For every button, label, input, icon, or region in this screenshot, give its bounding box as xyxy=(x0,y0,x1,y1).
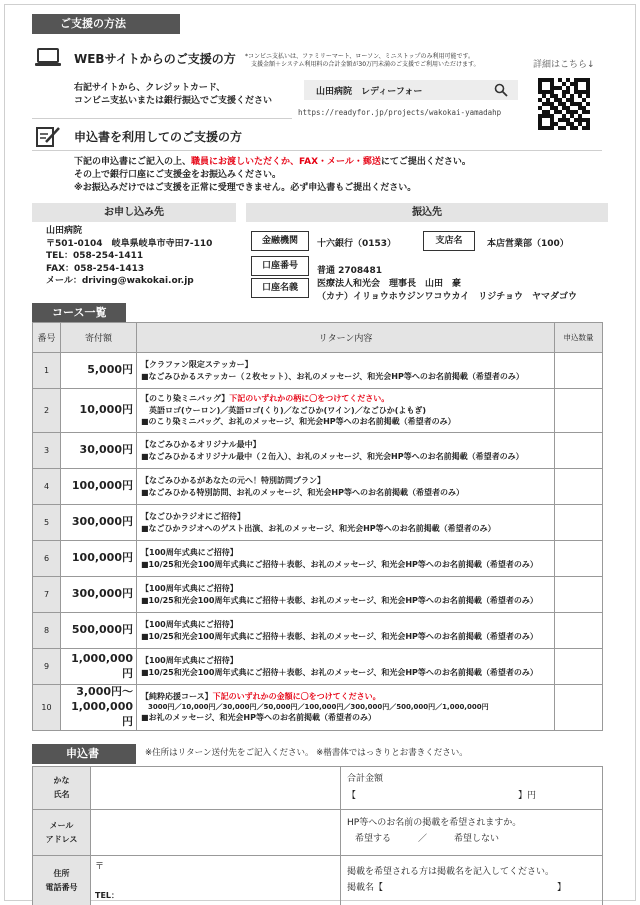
course-rows xyxy=(33,353,603,685)
course-amount: 300,000円 xyxy=(61,577,137,613)
transfer-heading: 振込先 xyxy=(246,203,608,222)
course-return-line2: ■なごみひかるオリジナル最中（２缶入）、お礼のメッセージ、和光会HP等へのお名前掲載（希望者のみ） xyxy=(141,451,524,461)
course-return xyxy=(137,389,555,433)
bank-value: 十六銀行（0153） xyxy=(317,239,397,249)
col-no-header: 番号 xyxy=(33,323,61,353)
display-name-cell[interactable] xyxy=(341,856,603,905)
section-header-title: ご支援の方法 xyxy=(60,17,126,30)
web-desc-line2: コンビニ支払いまたは銀行振込でご支援ください xyxy=(74,96,273,106)
course-row xyxy=(33,649,603,685)
course-return-title: 【純粋応援コース】下記のいずれかの金額に〇をつけてください。 xyxy=(141,691,381,701)
mail-label-2: アドレス xyxy=(45,834,78,844)
course-no: 8 xyxy=(33,613,61,649)
course-return-title: 【100周年式典にご招待】 xyxy=(141,547,238,557)
course-qty-cell[interactable] xyxy=(555,433,603,469)
tel-mark: TEL： xyxy=(95,891,120,900)
course-return-title: 【100周年式典にご招待】 xyxy=(141,583,238,593)
course-list-heading-text: コース一覧 xyxy=(52,306,107,319)
web-section-title: WEBサイトからのご支援の方 xyxy=(74,52,236,66)
course-list-heading xyxy=(32,303,126,322)
course-return-line2: ■10/25和光会100周年式典にご招待＋表彰、お礼のメッセージ、和光会HP等へのお名前掲載（希望者のみ） xyxy=(141,559,538,569)
course-return-title: 【なごみひかるがあなたの元へ！特別訪問プラン】 xyxy=(141,475,325,485)
course-amount: 30,000円 xyxy=(61,433,137,469)
qr-code[interactable] xyxy=(538,78,590,130)
web-desc-line1: 右記サイトから、クレジットカード、 xyxy=(74,83,226,93)
course-qty-cell[interactable] xyxy=(555,613,603,649)
course-qty-cell[interactable] xyxy=(555,469,603,505)
course-return-line2: ■なごみひかるステッカー（２枚セット）、お礼のメッセージ、和光会HP等へのお名前掲載（希望者のみ） xyxy=(141,371,524,381)
course-return-line2: 3000円／10,000円／30,000円／50,000円／100,000円／300,000円／500,000円／1,000,000円 xyxy=(141,703,489,712)
course-row xyxy=(33,613,603,649)
col-qty-header: 申込数量 xyxy=(555,323,603,353)
form-row-name xyxy=(33,767,603,810)
paper-line1: 下記の申込書にご記入の上、職員にお渡しいただくか、FAX・メール・郵送にてご提出ください。 xyxy=(74,157,471,167)
web-note-line2: 支援金額＋システム利用料の合計金額が30万円未満のご支援でご利用いただけます。 xyxy=(251,61,480,68)
name-label: 氏名 xyxy=(53,790,70,799)
course-row xyxy=(33,433,603,469)
holder-value xyxy=(317,278,577,304)
course-return-line3: ■のこり染ミニバッグ、お礼のメッセージ、和光会HP等へのお名前掲載（希望者のみ） xyxy=(141,417,456,427)
form-heading-text: 申込書 xyxy=(66,747,99,760)
course-row xyxy=(33,541,603,577)
web-note xyxy=(245,53,480,69)
apply-to-heading: お申し込み先 xyxy=(32,203,236,222)
course-amount: 100,000円 xyxy=(61,469,137,505)
course-return xyxy=(137,541,555,577)
search-icon xyxy=(494,83,508,100)
mail-input[interactable] xyxy=(91,810,341,856)
course-return-title: 【100周年式典にご招待】 xyxy=(141,619,238,629)
course-qty-cell[interactable] xyxy=(555,505,603,541)
course-amount: 500,000円 xyxy=(61,613,137,649)
paper-instructions xyxy=(74,156,471,195)
course-no: 5 xyxy=(33,505,61,541)
course-row-10 xyxy=(33,685,603,731)
apply-to-details xyxy=(46,225,212,288)
course-return-line3: ■お礼のメッセージ、和光会HP等へのお名前掲載（希望者のみ） xyxy=(141,713,376,723)
course-table xyxy=(32,322,603,731)
form-heading xyxy=(32,744,136,764)
course-row xyxy=(33,389,603,433)
course-return xyxy=(137,353,555,389)
search-query: 山田病院 レディーフォー xyxy=(316,87,423,97)
web-description xyxy=(74,82,272,108)
course-return-title: 【のこり染ミニバッグ】下記のいずれかの柄に〇をつけてください。 xyxy=(141,394,390,404)
course-return-line2: ■10/25和光会100周年式典にご招待＋表彰、お礼のメッセージ、和光会HP等へのお名前掲載（希望者のみ） xyxy=(141,631,538,641)
course-qty-cell[interactable] xyxy=(555,389,603,433)
paper-section-title: 申込書を利用してのご支援の方 xyxy=(74,130,243,144)
paper-line2: その上で銀行口座にご支援金をお振込みください。 xyxy=(74,170,282,180)
course-return-title: 【100周年式典にご招待】 xyxy=(141,655,238,665)
course-no: 3 xyxy=(33,433,61,469)
paper-line3: ※お振込みだけではご支援を正常に受理できません。必ず申込書もご提出ください。 xyxy=(74,183,417,193)
course-row xyxy=(33,353,603,389)
course-row xyxy=(33,577,603,613)
course-amount: 1,000,000円 xyxy=(61,649,137,685)
course-return-line2: ■なごみひかる特別訪問、お礼のメッセージ、和光会HP等へのお名前掲載（希望者のみ） xyxy=(141,487,464,497)
hospital-address: 〒501-0104 岐阜県岐阜市寺田7-110 xyxy=(46,238,213,249)
course-amount: 300,000円 xyxy=(61,505,137,541)
branch-value: 本店営業部（100） xyxy=(487,239,569,249)
course-no: 4 xyxy=(33,469,61,505)
search-box[interactable] xyxy=(304,80,518,100)
course-qty-cell[interactable] xyxy=(555,685,603,731)
address-input[interactable] xyxy=(91,856,341,905)
account-label: 口座番号 xyxy=(251,256,309,276)
course-amount xyxy=(61,685,137,731)
web-note-line1: *コンビニ支払いは、ファミリーマート、ローソン、ミニストップのみ利用可能です。 xyxy=(245,53,474,60)
course-qty-cell[interactable] xyxy=(555,649,603,685)
holder-value-line1: 医療法人和光会 理事長 山田 豪 xyxy=(317,279,462,289)
hospital-mail[interactable]: メール：driving@wakokai.or.jp xyxy=(46,276,194,286)
mail-label-1: メール xyxy=(49,820,74,830)
form-note: ※住所はリターン送付先をご記入ください。 ※楷書体ではっきりとお書きください。 xyxy=(145,748,468,758)
course-return-line2: ■10/25和光会100周年式典にご招待＋表彰、お礼のメッセージ、和光会HP等へのお名前掲載（希望者のみ） xyxy=(141,667,538,677)
course-return xyxy=(137,613,555,649)
web-divider xyxy=(32,118,292,119)
course-qty-cell[interactable] xyxy=(555,353,603,389)
hp-options[interactable]: 希望する ／ 希望しない xyxy=(355,834,500,844)
holder-value-line2: （カナ）イリョウホウジンワコウカイ リジチョウ ヤマダゴウ xyxy=(317,292,577,302)
course-no: 1 xyxy=(33,353,61,389)
course-return xyxy=(137,685,555,731)
course-return xyxy=(137,649,555,685)
course-no: 10 xyxy=(33,685,61,731)
course-return xyxy=(137,433,555,469)
col-return-header: リターン内容 xyxy=(137,323,555,353)
display-name-question: 掲載を希望される方は掲載名を記入してください。 xyxy=(347,867,555,877)
course-return-title: 【クラファン限定ステッカー】 xyxy=(141,359,253,369)
application-form xyxy=(32,766,603,905)
account-value: 普通 2708481 xyxy=(317,266,382,276)
name-input[interactable] xyxy=(91,767,341,810)
form-row-address xyxy=(33,856,603,905)
course-return-line2: ■10/25和光会100周年式典にご招待＋表彰、お礼のメッセージ、和光会HP等へのお名前掲載（希望者のみ） xyxy=(141,595,538,605)
course-qty-cell[interactable] xyxy=(555,541,603,577)
form-pen-icon xyxy=(34,124,62,148)
course-return xyxy=(137,505,555,541)
hp-consent-cell[interactable] xyxy=(341,810,603,856)
details-link[interactable]: 詳細はこちら↓ xyxy=(533,60,595,70)
course-return-line2: 英語ロゴ(ウーロン)／英語ロゴ(くり)／なごひか(ワイン)／なごひか(よもぎ) xyxy=(141,405,427,415)
course-return xyxy=(137,577,555,613)
course-amount: 100,000円 xyxy=(61,541,137,577)
course-no: 9 xyxy=(33,649,61,685)
section-header xyxy=(32,14,180,34)
course-header-row xyxy=(33,323,603,353)
form-row-mail xyxy=(33,810,603,856)
mail-label-cell xyxy=(33,810,91,856)
address-label: 住所 xyxy=(53,868,70,878)
course-return-line2: ■なごひかラジオへのゲスト出演、お礼のメッセージ、和光会HP等へのお名前掲載（希望者のみ） xyxy=(141,523,496,533)
postal-mark: 〒 xyxy=(95,862,105,872)
holder-label: 口座名義 xyxy=(251,278,309,298)
course-no: 2 xyxy=(33,389,61,433)
course-return-title: 【なごひかラジオにご招待】 xyxy=(141,511,245,521)
phone-label: 電話番号 xyxy=(45,882,78,892)
course-no: 6 xyxy=(33,541,61,577)
course-no: 7 xyxy=(33,577,61,613)
course-row xyxy=(33,505,603,541)
kana-label: かな xyxy=(53,776,70,786)
project-url[interactable]: https://readyfor.jp/projects/wakokai-yamadahp xyxy=(298,108,502,117)
name-label-cell xyxy=(33,767,91,810)
address-label-cell xyxy=(33,856,91,905)
laptop-icon xyxy=(34,47,62,69)
course-qty-cell[interactable] xyxy=(555,577,603,613)
display-name-line: 掲載名【 】 xyxy=(347,883,566,893)
course-row xyxy=(33,469,603,505)
bank-label: 金融機関 xyxy=(251,231,309,251)
col-amount-header: 寄付額 xyxy=(61,323,137,353)
course-amount-line2: 1,000,000円 xyxy=(71,699,133,728)
course-amount: 5,000円 xyxy=(61,353,137,389)
course-return xyxy=(137,469,555,505)
total-amount-cell[interactable] xyxy=(341,767,603,810)
branch-label: 支店名 xyxy=(423,231,475,251)
hospital-tel: TEL：058-254-1411 xyxy=(46,251,144,261)
hp-question: HP等へのお名前の掲載を希望されますか。 xyxy=(347,818,522,828)
hospital-name: 山田病院 xyxy=(46,226,83,236)
total-label: 合計金額 xyxy=(347,774,384,784)
course-amount-line1: 3,000円～ xyxy=(76,685,133,698)
paper-divider xyxy=(32,150,602,151)
hospital-fax: FAX：058-254-1413 xyxy=(46,263,145,274)
course-return-title: 【なごみひかるオリジナル最中】 xyxy=(141,439,261,449)
total-bracket: 【 】円 xyxy=(347,791,536,801)
course-amount: 10,000円 xyxy=(61,389,137,433)
